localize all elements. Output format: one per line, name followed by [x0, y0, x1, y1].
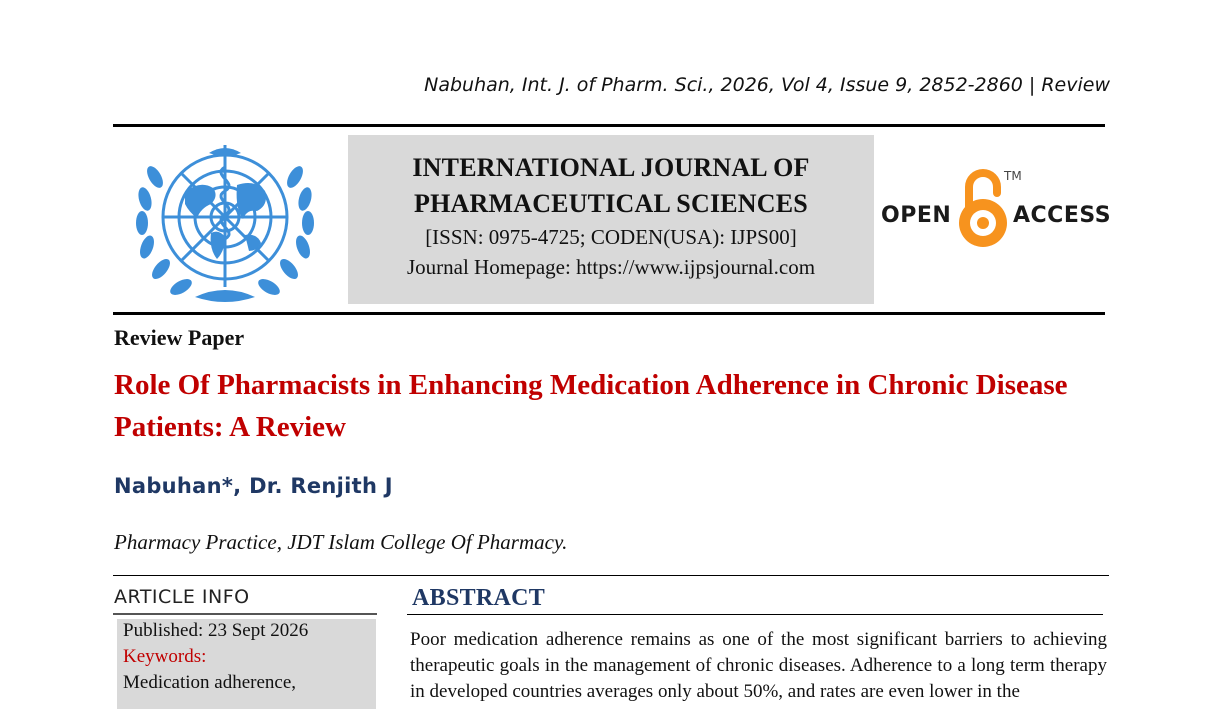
article-info-heading: ARTICLE INFO	[114, 586, 250, 608]
article-info-rule	[113, 613, 377, 615]
journal-masthead	[348, 135, 874, 304]
article-title: Role Of Pharmacists in Enhancing Medication Adherence in Chronic Disease Patients: A Review	[114, 369, 1068, 443]
journal-name-line2: PHARMACEUTICAL SCIENCES	[414, 189, 808, 218]
trademark-mark: TM	[1004, 169, 1022, 183]
keywords-label: Keywords:	[123, 646, 207, 667]
open-access-left: OPEN	[881, 203, 952, 228]
abstract-heading: ABSTRACT	[412, 585, 546, 611]
abstract-rule	[407, 614, 1103, 615]
article-info-box	[117, 619, 376, 709]
journal-issn: [ISSN: 0975-4725; CODEN(USA): IJPS00]	[425, 225, 797, 249]
abstract-text: Poor medication adherence remains as one of the most significant barriers to achieving therapeutic goals in the management of chronic diseases. Adherence to a long term therapy in developed countries averages only about 50%, and rates are even lower in the	[410, 629, 1107, 702]
globe-emblem-icon	[125, 137, 325, 305]
header-rule-bottom	[113, 312, 1105, 315]
open-access-logo	[880, 165, 1110, 255]
journal-homepage[interactable]: Journal Homepage: https://www.ijpsjournal.com	[406, 255, 816, 279]
open-access-lock-icon	[955, 167, 1011, 253]
journal-name	[348, 150, 874, 222]
article-authors: Nabuhan*, Dr. Renjith J	[114, 474, 393, 498]
header-rule-top	[113, 124, 1105, 127]
journal-name-line1: INTERNATIONAL JOURNAL OF	[412, 153, 810, 182]
author-affiliation: Pharmacy Practice, JDT Islam College Of Pharmacy.	[114, 530, 568, 554]
paper-type: Review Paper	[114, 325, 245, 350]
published-date: Published: 23 Sept 2026	[123, 620, 309, 641]
open-access-right: ACCESS	[1013, 203, 1112, 228]
section-divider	[113, 575, 1109, 576]
citation-header: Nabuhan, Int. J. of Pharm. Sci., 2026, Vol 4, Issue 9, 2852-2860 | Review	[424, 74, 1110, 96]
keywords-list: Medication adherence,	[123, 672, 297, 693]
